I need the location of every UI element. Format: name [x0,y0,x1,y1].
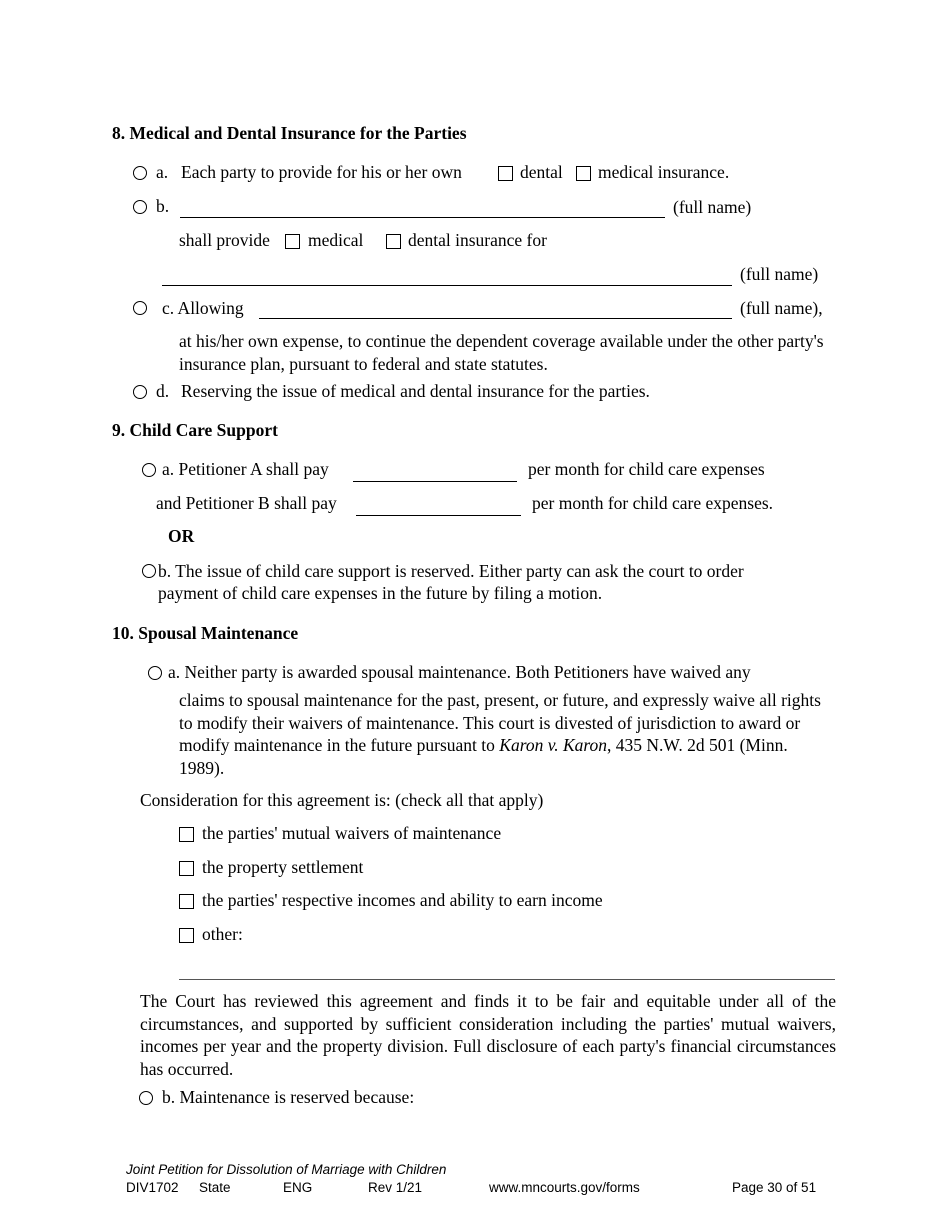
option-8a-text: Each party to provide for his or her own [181,162,462,182]
option-10a-line1: a. Neither party is awarded spousal maintenance. Both Petitioners have waived any [168,662,751,682]
consideration-label: Consideration for this agreement is: (check all that apply) [140,790,544,810]
medical-checkbox-8a[interactable] [576,166,591,181]
footer-url[interactable]: www.mncourts.gov/forms [489,1180,640,1195]
medical-label-8a: medical insurance. [598,162,730,182]
option-9a-text: a. Petitioner A shall pay [162,459,329,479]
check-mutual-waivers-label: the parties' mutual waivers of maintenance [202,823,502,843]
check-incomes[interactable] [179,894,194,909]
check-incomes-label: the parties' respective incomes and ability to earn income [202,890,603,910]
footer-language: ENG [283,1180,313,1195]
option-8d-radio[interactable] [133,385,147,399]
dental-checkbox-8a[interactable] [498,166,513,181]
other-explanation-field[interactable] [179,979,835,980]
full-name-field-8b-2[interactable] [162,285,732,286]
footer-state: State [199,1180,231,1195]
petitioner-a-amount-field[interactable] [353,481,517,482]
check-other[interactable] [179,928,194,943]
option-10b-text: b. Maintenance is reserved because: [162,1087,415,1107]
dental-label-8a: dental [520,162,563,182]
section-10-heading: 10. Spousal Maintenance [112,623,299,643]
shall-provide-label: shall provide [179,230,270,250]
full-name-field-8b[interactable] [180,217,665,218]
footer-revision: Rev 1/21 [368,1180,423,1195]
court-findings-text: The Court has reviewed this agreement and finds it to be fair and equitable under all of the circumstances, and supported by sufficient consideration including the parties' mutual waivers, incomes per year and the property division. Full disclosure of each party's financial circumstances has occurred. [140,991,836,1079]
option-9b-line1: b. The issue of child care support is reserved. Either party can ask the court to order [158,561,744,581]
option-8c-text: at his/her own expense, to continue the dependent coverage available under the other party's insurance plan, pursuant to federal and state statutes. [179,331,824,374]
petitioner-b-amount-field[interactable] [356,515,521,516]
section-8-heading: 8. Medical and Dental Insurance for the Parties [112,123,467,143]
option-9a-radio[interactable] [142,463,156,477]
check-property-settlement-label: the property settlement [202,857,364,877]
option-8b-radio[interactable] [133,200,147,214]
petitioner-b-suffix: per month for child care expenses. [532,493,774,513]
full-name-label-8b: (full name) [673,197,752,217]
full-name-label-8b-2: (full name) [740,264,819,284]
option-10a-body-post: , 435 N.W. 2d 501 (Minn. 1989). [179,735,788,778]
option-8d-letter: d. [156,381,170,401]
footer-form-number: DIV1702 [126,1180,179,1195]
check-other-label: other: [202,924,243,944]
check-property-settlement[interactable] [179,861,194,876]
option-8a-radio[interactable] [133,166,147,180]
option-9b-radio[interactable] [142,564,156,578]
or-label: OR [168,526,195,546]
footer-page-number: Page 30 of 51 [732,1180,817,1195]
section-9-heading: 9. Child Care Support [112,420,278,440]
option-9a-suffix: per month for child care expenses [528,459,765,479]
dental-label-8b: dental insurance for [408,230,547,250]
full-name-label-8c: (full name), [740,298,823,318]
full-name-field-8c[interactable] [259,318,732,319]
option-10b-radio[interactable] [139,1091,153,1105]
option-8c-label: c. Allowing [162,298,244,318]
case-citation: Karon v. Karon [499,735,608,755]
medical-label-8b: medical [308,230,364,250]
option-8b-letter: b. [156,196,170,216]
dental-checkbox-8b[interactable] [386,234,401,249]
option-8a-letter: a. [156,162,169,182]
footer-form-title: Joint Petition for Dissolution of Marriage with Children [126,1162,447,1177]
option-8d-text: Reserving the issue of medical and dental insurance for the parties. [181,381,650,401]
option-9b-line2: payment of child care expenses in the future by filing a motion. [158,583,603,603]
petitioner-b-text: and Petitioner B shall pay [156,493,337,513]
option-10a-body-pre: claims to spousal maintenance for the past, present, or future, and expressly waive all rights to modify their waivers of maintenance. This court is divested of jurisdiction to award or modify maintenance in the future pursuant to [179,690,821,755]
option-8c-radio[interactable] [133,301,147,315]
option-10a-body [179,689,824,779]
medical-checkbox-8b[interactable] [285,234,300,249]
check-mutual-waivers[interactable] [179,827,194,842]
option-10a-radio[interactable] [148,666,162,680]
